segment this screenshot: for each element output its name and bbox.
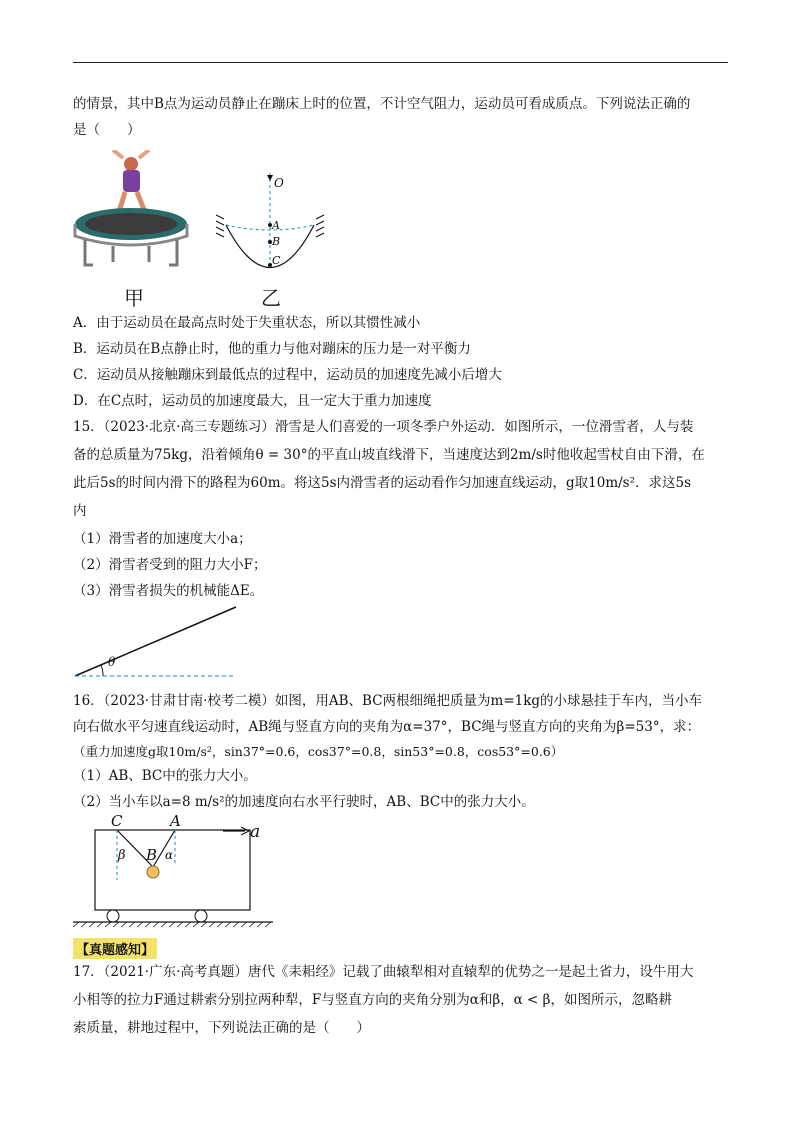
figure-label-yi: 乙 <box>261 286 281 310</box>
q15-line2: 备的总质量为75kg，沿着倾角θ = 30°的平直山坡直线滑下，当速度达到2m/s时他收起雪杖自由下滑，在 <box>73 447 705 463</box>
q16-line3: （重力加速度g取10m/s²，sin37°=0.6，cos37°=0.8，sin53°=0.8，cos53°=0.6） <box>73 744 564 759</box>
cart-diagram <box>73 815 273 927</box>
q14-line1: 的情景，其中B点为运动员静止在蹦床上时的位置，不计空气阻力，运动员可看成质点。下列说法正确的 <box>73 96 691 112</box>
q16-line1: 16．（2023·甘肃甘南·校考二模）如图，用AB、BC两根细绳把质量为m=1kg的小球悬挂于车内，当小车 <box>73 693 703 709</box>
beta-label: β <box>118 848 126 863</box>
q15-line3: 此后5s的时间内滑下的路程为60m。将这5s内滑雪者的运动看作匀加速直线运动，g取10m/s²．求这5s <box>73 475 692 491</box>
q14-line2: 是（ ） <box>73 122 141 138</box>
trampoline-diagram <box>210 165 325 280</box>
acceleration-label: a <box>250 822 261 842</box>
cart-point-A: A <box>170 812 181 830</box>
section-tag: 【真题感知】 <box>73 938 157 959</box>
q17-line1: 17．（2021·广东·高考真题）唐代《耒耜经》记载了曲辕犁相对直辕犁的优势之一是起土省力，设牛用大 <box>73 964 694 980</box>
theta-label: θ <box>108 655 116 669</box>
q14-option-c: C．运动员从接触蹦床到最低点的过程中，运动员的加速度先减小后增大 <box>73 367 502 383</box>
point-B-label: B <box>272 235 281 248</box>
cart-point-B: B <box>146 846 158 864</box>
q14-option-d: D．在C点时，运动员的加速度最大，且一定大于重力加速度 <box>73 393 432 409</box>
cart-point-C: C <box>111 812 123 830</box>
q15-sub2: （2）滑雪者受到的阻力大小F； <box>73 557 267 573</box>
q15-line4: 内 <box>73 503 87 519</box>
q14-option-a: A．由于运动员在最高点时处于失重状态，所以其惯性减小 <box>73 315 421 331</box>
q15-sub3: （3）滑雪者损失的机械能ΔE。 <box>73 583 264 599</box>
point-O-label: O <box>274 176 284 190</box>
slope-diagram <box>73 605 243 680</box>
q15-line1: 15．（2023·北京·高三专题练习）滑雪是人们喜爱的一项冬季户外运动．如图所示，一位滑雪者，人与装 <box>73 419 694 435</box>
q15-sub1: （1）滑雪者的加速度大小a； <box>73 531 252 547</box>
alpha-label: α <box>165 848 174 862</box>
figure-label-jia: 甲 <box>124 286 144 310</box>
trampoline-figure <box>73 150 193 275</box>
q16-sub2: （2）当小车以a=8 m/s²的加速度向右水平行驶时，AB、BC中的张力大小。 <box>73 794 535 810</box>
q17-line3: 索质量，耕地过程中，下列说法正确的是（ ） <box>73 1020 370 1036</box>
point-C-label: C <box>272 254 281 267</box>
q17-line2: 小相等的拉力F通过耕索分别拉两种犁，F与竖直方向的夹角分别为α和β，α < β，如图所示，忽略耕 <box>73 992 672 1008</box>
header-rule <box>73 62 728 63</box>
q14-option-b: B．运动员在B点静止时，他的重力与他对蹦床的压力是一对平衡力 <box>73 341 471 357</box>
q16-sub1: （1）AB、BC中的张力大小。 <box>73 768 257 784</box>
point-A-label: A <box>272 219 280 232</box>
q16-line2: 向右做水平匀速直线运动时，AB绳与竖直方向的夹角为α=37°，BC绳与竖直方向的夹角为β=53°，求： <box>73 719 701 735</box>
jumper-illustration <box>113 150 149 218</box>
